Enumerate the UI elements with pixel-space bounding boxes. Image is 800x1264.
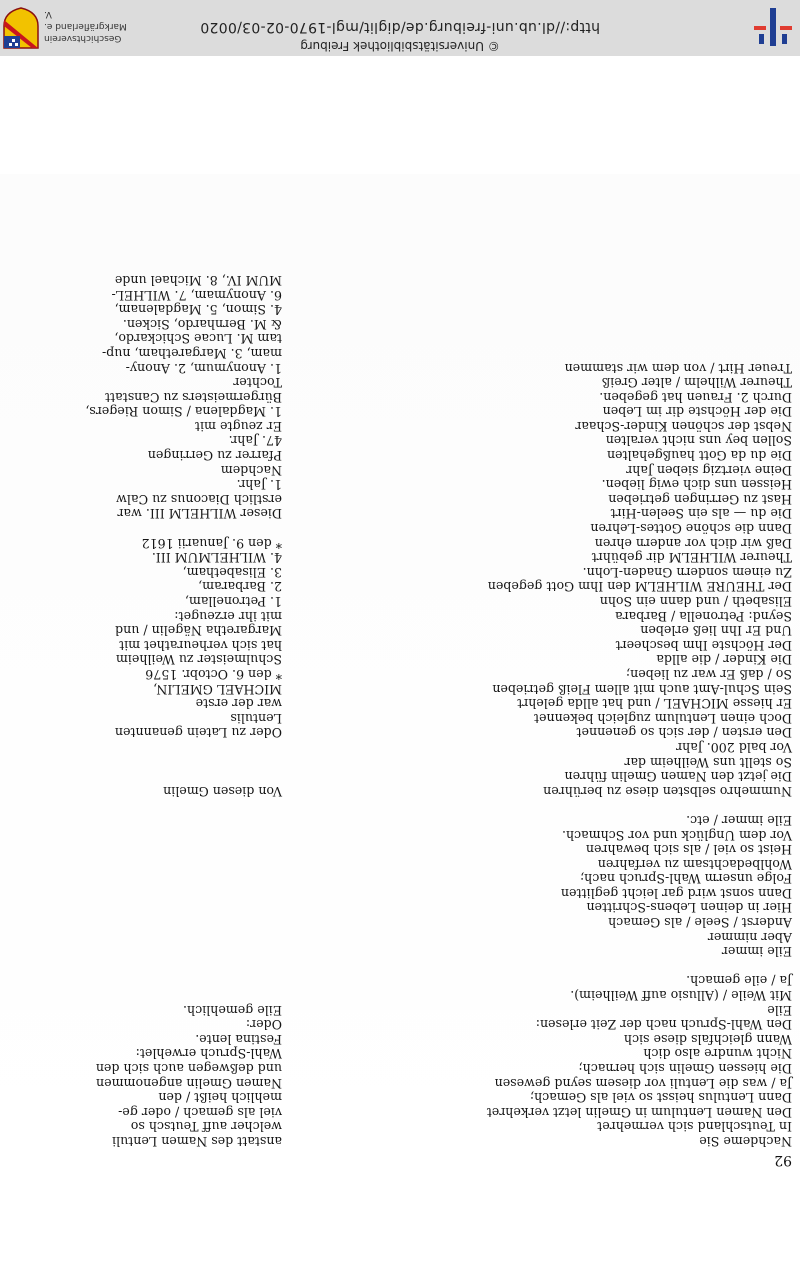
text-line: Eile immer (721, 944, 792, 960)
text-line (2, 987, 282, 1002)
text-line: & M. Bernhardo, Sicken. (122, 316, 282, 332)
text-line: Er hiesse MICHAEL / und hat allda gelehrt (517, 696, 792, 712)
text-line: 2. Barbaram, (198, 579, 282, 595)
text-line: Treuer Hirt / von dem wir stammen (564, 360, 792, 376)
text-line: Schulmeister zu Weilheim (115, 652, 282, 668)
text-line: Heissen uns dich ewig lieben. (601, 477, 792, 493)
text-line (2, 973, 282, 988)
text-line: Oder zu Latein genannten (114, 725, 282, 741)
text-line (2, 754, 282, 769)
text-line: 4. Simon, 5. Magdalenam, (114, 302, 282, 318)
text-line: Er zeugte mit (194, 418, 282, 434)
text-line: In Teutschland sich vermehret (597, 1119, 792, 1135)
text-line: hat sich verheurathet mit (119, 637, 282, 653)
text-line (2, 739, 282, 754)
text-line: Nebst der schönen Kinder-Schaar (575, 418, 792, 434)
text-line: Hast zu Gerringen getrieben (608, 491, 792, 507)
footer-bar (0, 0, 800, 56)
text-line: viel als gemach / oder ge- (118, 1104, 282, 1120)
text-line: 1. Petronellam, (184, 594, 282, 610)
text-line (372, 798, 792, 813)
text-line (2, 929, 282, 944)
text-line: Bürgermeisters zu Canstatt (105, 389, 282, 405)
text-line: Oder: (245, 1017, 282, 1033)
text-line: Daß wir dich vor andern ehren (594, 535, 792, 551)
org-name: Geschichtsverein Markgräflerland e. V. (44, 9, 127, 43)
text-line: Heist so viel / als sich bewahren (585, 842, 792, 858)
text-line: Aber nimmer (707, 929, 792, 945)
copyright-text: © Universitätsbibliothek Freiburg (300, 39, 500, 53)
text-line: 4. WILHELMUM III. (151, 550, 282, 566)
text-line (2, 871, 282, 886)
text-line: Mit Weile / (Allusio auff Weilheim). (570, 988, 792, 1004)
geschichtsverein-logo[interactable] (2, 4, 127, 50)
text-line: Wahl-Spruch erwehlet: (135, 1046, 282, 1062)
text-line: Pfarrer zu Gerringen (147, 448, 282, 464)
text-line: MICHAEL GMELIN, (153, 681, 282, 697)
text-line: Den Namen Lentulum in Gmelin letzt verkehret (486, 1104, 792, 1120)
text-line: Deine viertzig sieben Jahr (626, 462, 792, 478)
text-line (372, 958, 792, 973)
text-line: * den 6. Octobr. 1576 (145, 667, 282, 682)
text-line: Tochter (233, 375, 282, 391)
text-line: Zu einem sondern Gnaden-Lohn. (582, 564, 792, 580)
text-line: Lentulis (230, 710, 282, 726)
text-line: Vor dem Unglück und vor Schmach. (561, 827, 792, 843)
text-line: Nicht wundre also dich (643, 1046, 792, 1062)
text-line (2, 900, 282, 915)
text-line: So stellt uns Weilheim dar (624, 754, 792, 770)
text-line: 1. Anonymum, 2. Anony- (125, 360, 282, 376)
text-line: 1. Jahr. (236, 477, 282, 493)
text-line: Theurer WILHELM dir gebührt (591, 550, 792, 566)
text-line: * den 9. Januarii 1612 (141, 535, 282, 551)
text-line (2, 842, 282, 857)
text-line: Theurer Wilhelm / alter Greiß (601, 375, 792, 391)
text-line: 6. Anonymam, 7. WILHEL- (111, 287, 282, 303)
text-line: Namen Gmelin angenommen (96, 1075, 282, 1091)
text-line: war der erste (195, 696, 282, 712)
text-line: Dann Lentulus heisst so viel als Gemach; (529, 1090, 792, 1106)
text-line: Folge unserm Wahl-Spruch nach; (579, 871, 792, 887)
text-line: Die jetzt den Namen Gmelin führen (564, 769, 792, 785)
text-line: Sollen bey uns nicht veralten (605, 433, 792, 449)
text-line: So / daß Er war zu lieben; (625, 667, 792, 682)
text-line: Dann sonst wird gar leicht geglitten (560, 885, 792, 901)
text-line: erstlich Diaconus zu Calw (116, 491, 282, 507)
page-url-link[interactable]: http://dl.ub.uni-freiburg.de/diglit/mgl-1970-02-03/0020 (199, 19, 601, 35)
text-line (2, 769, 282, 784)
text-line: Dieser WILHELM III. war (117, 506, 282, 522)
text-line: Wann gleichfals diese sich (623, 1031, 792, 1047)
text-line: 1. Magdalena / Simon Riegers, (85, 404, 282, 420)
text-line: 3. Elisabetham, (182, 564, 282, 580)
text-line: Der THEURE WILHELM den Ihm Gott gegeben (487, 579, 792, 595)
text-line: Den ersten / der sich so genennet (576, 725, 792, 741)
text-line (2, 798, 282, 813)
text-line: tam M. Lucae Schickardo, (114, 331, 282, 347)
text-line: Elisabeth / und dann ein Sohn (599, 594, 792, 610)
text-line: MUM IV., 8. Michael unde (114, 272, 282, 288)
text-line: Nummehro selbsten diese zu berühren (543, 783, 792, 799)
text-line: Die hiessen Gmelin sich hernach; (578, 1061, 792, 1077)
text-line (2, 944, 282, 959)
text-line: Die du da Gott haußgehalten (606, 448, 792, 464)
text-line: Seynd: Petronella / Barbara (615, 608, 792, 624)
text-line: Vor bald 200. Jahr (676, 739, 792, 755)
text-line (2, 812, 282, 827)
text-line: Durch 2. Frauen hat gegeben. (599, 389, 792, 405)
text-line: 47. Jahr. (228, 433, 282, 449)
text-line: Festina lente. (195, 1031, 282, 1047)
text-line: Margaretha Nägelin / und (115, 623, 282, 639)
text-line: Eile (767, 1002, 792, 1018)
text-line: Anderst / Seele / als Gemach (608, 915, 792, 931)
text-line: mehlich heißt / den (158, 1090, 282, 1106)
text-line (2, 827, 282, 842)
text-line: Wohlbedachtsam zu verfahren (597, 856, 792, 872)
text-line: Hier in deinen Lebens-Schritten (586, 900, 792, 916)
text-line: und deßwegen auch sich den (95, 1061, 282, 1077)
text-line (2, 915, 282, 930)
text-line: Eile immer / etc. (686, 812, 792, 828)
text-line: anstatt des Namen Lentuli (112, 1134, 282, 1149)
text-line: Die der Höchste dir im Leben (602, 404, 792, 420)
text-line: Und Er Ihn ließ erleben (640, 623, 792, 639)
text-line (2, 958, 282, 973)
text-line: Dann die schöne Gottes-Lehren (590, 521, 792, 537)
text-line: Von diesen Gmelin (163, 783, 282, 799)
text-line: Ja / was die Lentuli vor diesem seynd gewesen (494, 1075, 792, 1091)
text-line: Der Höchste Ihm bescheert (615, 637, 792, 653)
right-text-column (2, 272, 282, 1148)
text-line: Nachdem (220, 462, 282, 478)
text-line: Sein Schul-Amt auch mit allem Fleiß getrieben (492, 681, 792, 697)
text-line: Eile gemehlich. (183, 1002, 282, 1018)
text-line: Die Kinder / die allda (656, 652, 792, 668)
left-text-column (372, 360, 792, 1148)
text-line (2, 856, 282, 871)
coat-of-arms-icon (2, 6, 40, 50)
text-line: mam, 3. Margaretham, nup- (101, 345, 282, 361)
text-line: mit ihr erzeuget: (174, 608, 282, 624)
text-line: Ja / eile gemach. (686, 973, 792, 989)
text-line: Die du — als ein Seelen-Hirt (610, 506, 792, 522)
text-line (2, 885, 282, 900)
page-number: 92 (774, 1152, 792, 1168)
text-line (2, 520, 282, 535)
text-line: Doch einen Lentulum zugleich bekennet (533, 710, 792, 726)
text-line: welcher auff Teutsch so (130, 1119, 282, 1135)
text-line: Nachdeme Sie (699, 1134, 792, 1149)
text-line: Den Wahl-Spruch nach der Zeit erlesen: (535, 1017, 792, 1033)
